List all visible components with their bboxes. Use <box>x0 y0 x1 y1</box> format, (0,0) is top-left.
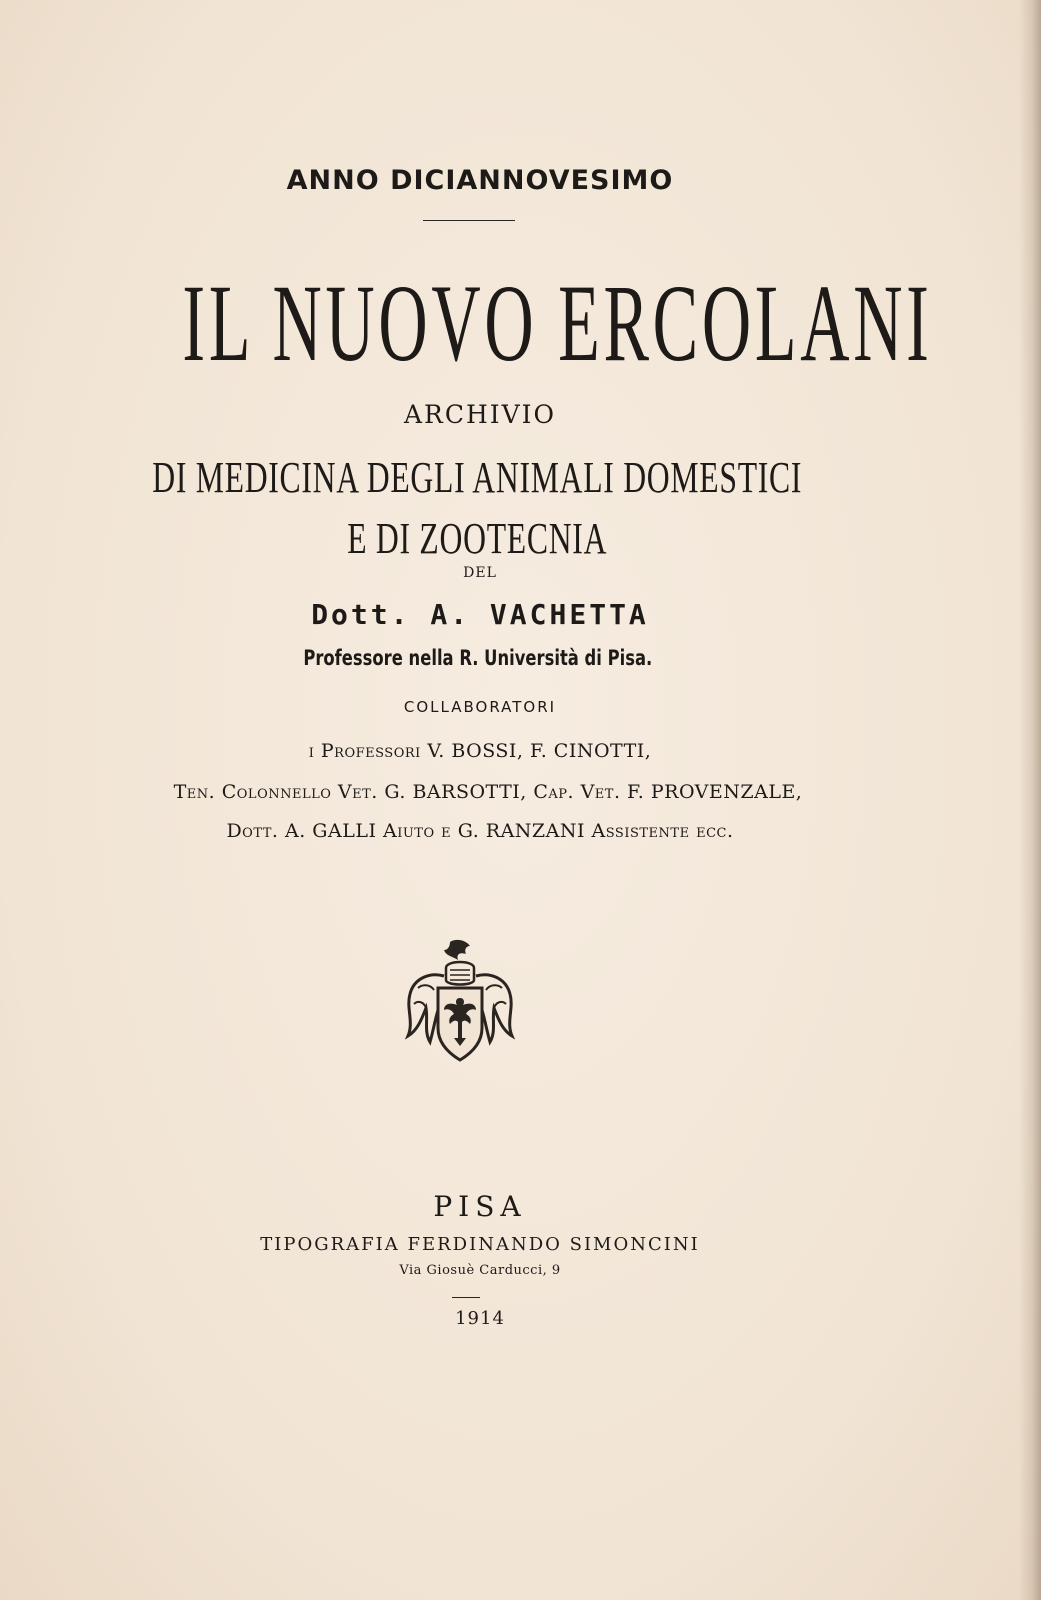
imprint-address: Via Giosuè Carducci, 9 <box>399 1263 561 1278</box>
journal-title: IL NUOVO ERCOLANI <box>182 262 933 384</box>
subtitle-line-1: DI MEDICINA DEGLI ANIMALI DOMESTICI <box>152 453 803 502</box>
subtitle-line-2: E DI ZOOTECNIA <box>347 514 608 563</box>
divider-rule <box>423 220 515 221</box>
collaborators-heading: COLLABORATORI <box>403 698 557 716</box>
del-label: DEL <box>463 565 497 581</box>
title-wrapper <box>0 262 960 384</box>
coat-of-arms-icon <box>400 938 520 1068</box>
collaborators-line-2: Ten. Colonnello Vet. G. BARSOTTI, Cap. Vet. F. PROVENZALE, <box>173 781 803 803</box>
collaborators-line-1: i Professori V. BOSSI, F. CINOTTI, <box>308 740 652 762</box>
archivio-label: ARCHIVIO <box>403 400 557 429</box>
author-position: Professore nella R. Università di Pisa. <box>303 646 653 670</box>
imprint-printer: TIPOGRAFIA FERDINANDO SIMONCINI <box>260 1234 700 1255</box>
page-edge-shadow <box>1019 0 1041 1600</box>
publication-year: 1914 <box>455 1308 505 1329</box>
collaborators-line-3: Dott. A. GALLI Aiuto e G. RANZANI Assistente ecc. <box>226 820 734 842</box>
divider-rule-small <box>452 1297 480 1298</box>
imprint-city: PISA <box>433 1190 527 1223</box>
volume-year: ANNO DICIANNOVESIMO <box>286 165 674 196</box>
author-name: Dott. A. VACHETTA <box>311 598 649 631</box>
